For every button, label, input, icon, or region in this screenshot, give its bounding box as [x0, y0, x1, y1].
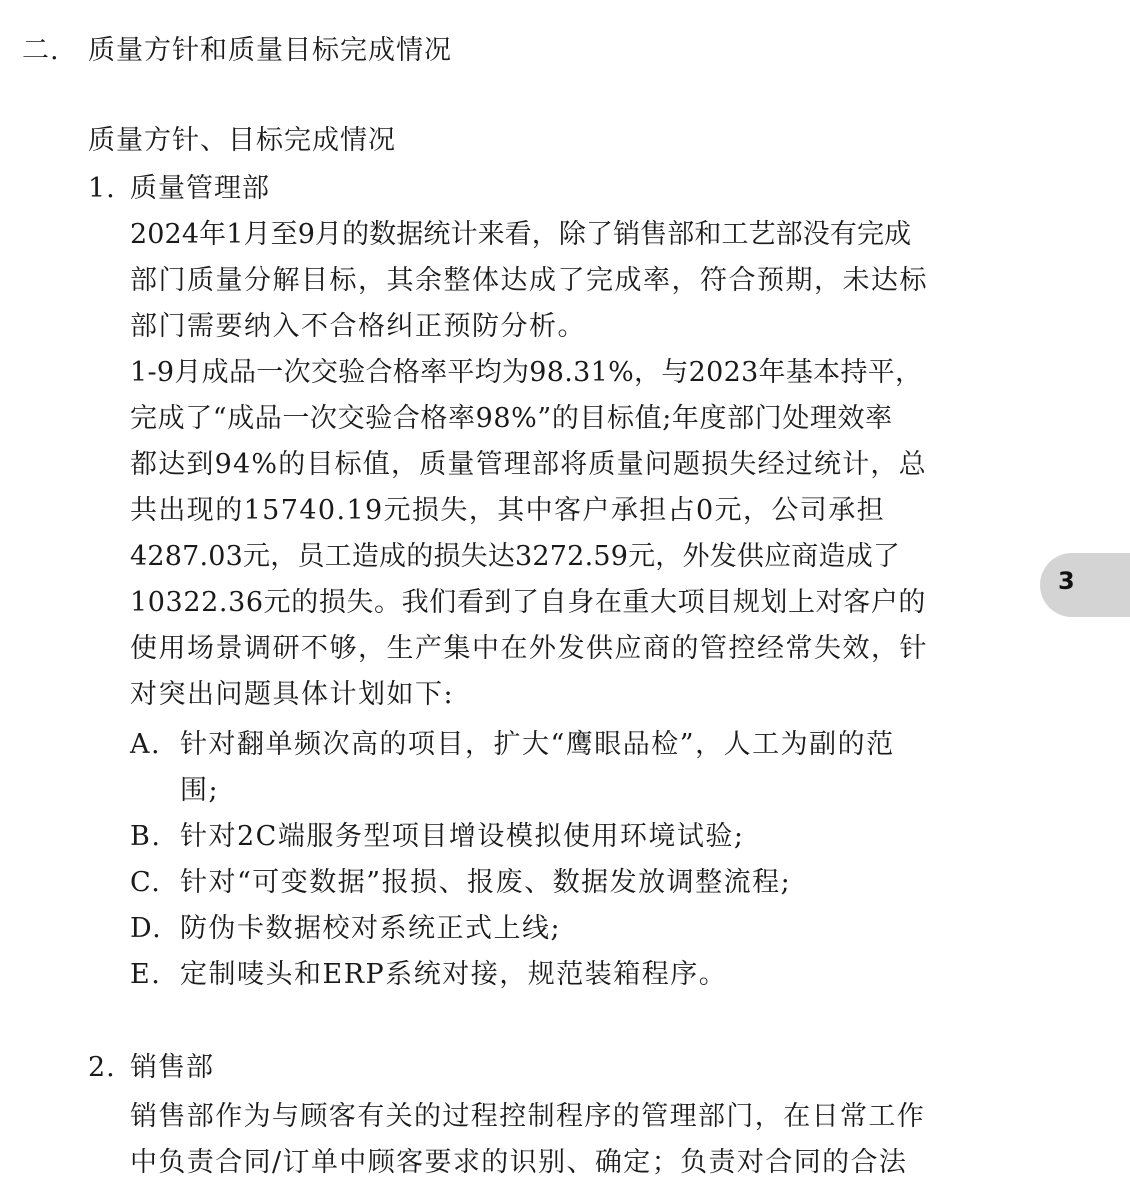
paragraph-line: 中负责合同/订单中顾客要求的识别、确定；负责对合同的合法 — [130, 1147, 908, 1178]
paragraph-line: 完成了“成品一次交验合格率98%”的目标值;年度部门处理效率 — [130, 403, 893, 434]
section-number: 二. — [22, 35, 60, 66]
subheading: 质量方针、目标完成情况 — [88, 125, 396, 156]
item-1-heading — [88, 166, 270, 205]
section-heading — [22, 28, 452, 67]
plan-list-item — [130, 952, 727, 991]
list-text: 针对2C端服务型项目增设模拟使用环境试验; — [180, 821, 745, 852]
paragraph-line: 2024年1月至9月的数据统计来看，除了销售部和工艺部没有完成 — [130, 219, 912, 250]
list-letter: E. — [130, 959, 162, 990]
plan-list-item — [130, 722, 895, 761]
plan-list-item — [130, 906, 561, 945]
list-letter: A. — [130, 729, 162, 760]
paragraph-line: 1-9月成品一次交验合格率平均为98.31%，与2023年基本持平， — [130, 357, 923, 388]
item-2-title: 销售部 — [130, 1052, 214, 1083]
item-2-heading — [88, 1045, 214, 1084]
list-letter: D. — [130, 913, 163, 944]
paragraph-line: 销售部作为与顾客有关的过程控制程序的管理部门，在日常工作 — [130, 1101, 926, 1132]
item-1-title: 质量管理部 — [130, 173, 270, 204]
paragraph-line: 10322.36元的损失。我们看到了自身在重大项目规划上对客户的 — [130, 587, 927, 618]
paragraph-line: 都达到94%的目标值，质量管理部将质量问题损失经过统计，总 — [130, 449, 927, 480]
paragraph-line: 部门需要纳入不合格纠正预防分析。 — [130, 311, 586, 342]
item-2-number: 2. — [88, 1052, 116, 1083]
plan-list-item — [130, 814, 744, 853]
list-text-continuation: 围; — [180, 775, 220, 806]
paragraph-line: 部门质量分解目标，其余整体达成了完成率，符合预期，未达标 — [130, 265, 928, 296]
paragraph-line: 4287.03元，员工造成的损失达3272.59元，外发供应商造成了 — [130, 541, 901, 572]
list-text: 防伪卡数据校对系统正式上线; — [180, 913, 562, 944]
list-letter: B. — [130, 821, 162, 852]
list-letter: C. — [130, 867, 162, 898]
paragraph-line: 对突出问题具体计划如下: — [130, 679, 455, 710]
list-text: 针对翻单频次高的项目，扩大“鹰眼品检”，人工为副的范 — [180, 729, 895, 760]
page-number: 3 — [1058, 567, 1075, 595]
paragraph-line: 共出现的15740.19元损失，其中客户承担占0元，公司承担 — [130, 495, 886, 526]
plan-list-item — [130, 860, 791, 899]
paragraph-line: 使用场景调研不够，生产集中在外发供应商的管控经常失效，针 — [130, 633, 928, 664]
list-text: 针对“可变数据”报损、报废、数据发放调整流程; — [180, 867, 792, 898]
section-title-text: 质量方针和质量目标完成情况 — [88, 35, 452, 66]
list-text: 定制唛头和ERP系统对接，规范装箱程序。 — [180, 959, 728, 990]
page-number-tab — [1040, 553, 1130, 617]
item-1-number: 1. — [88, 173, 116, 204]
